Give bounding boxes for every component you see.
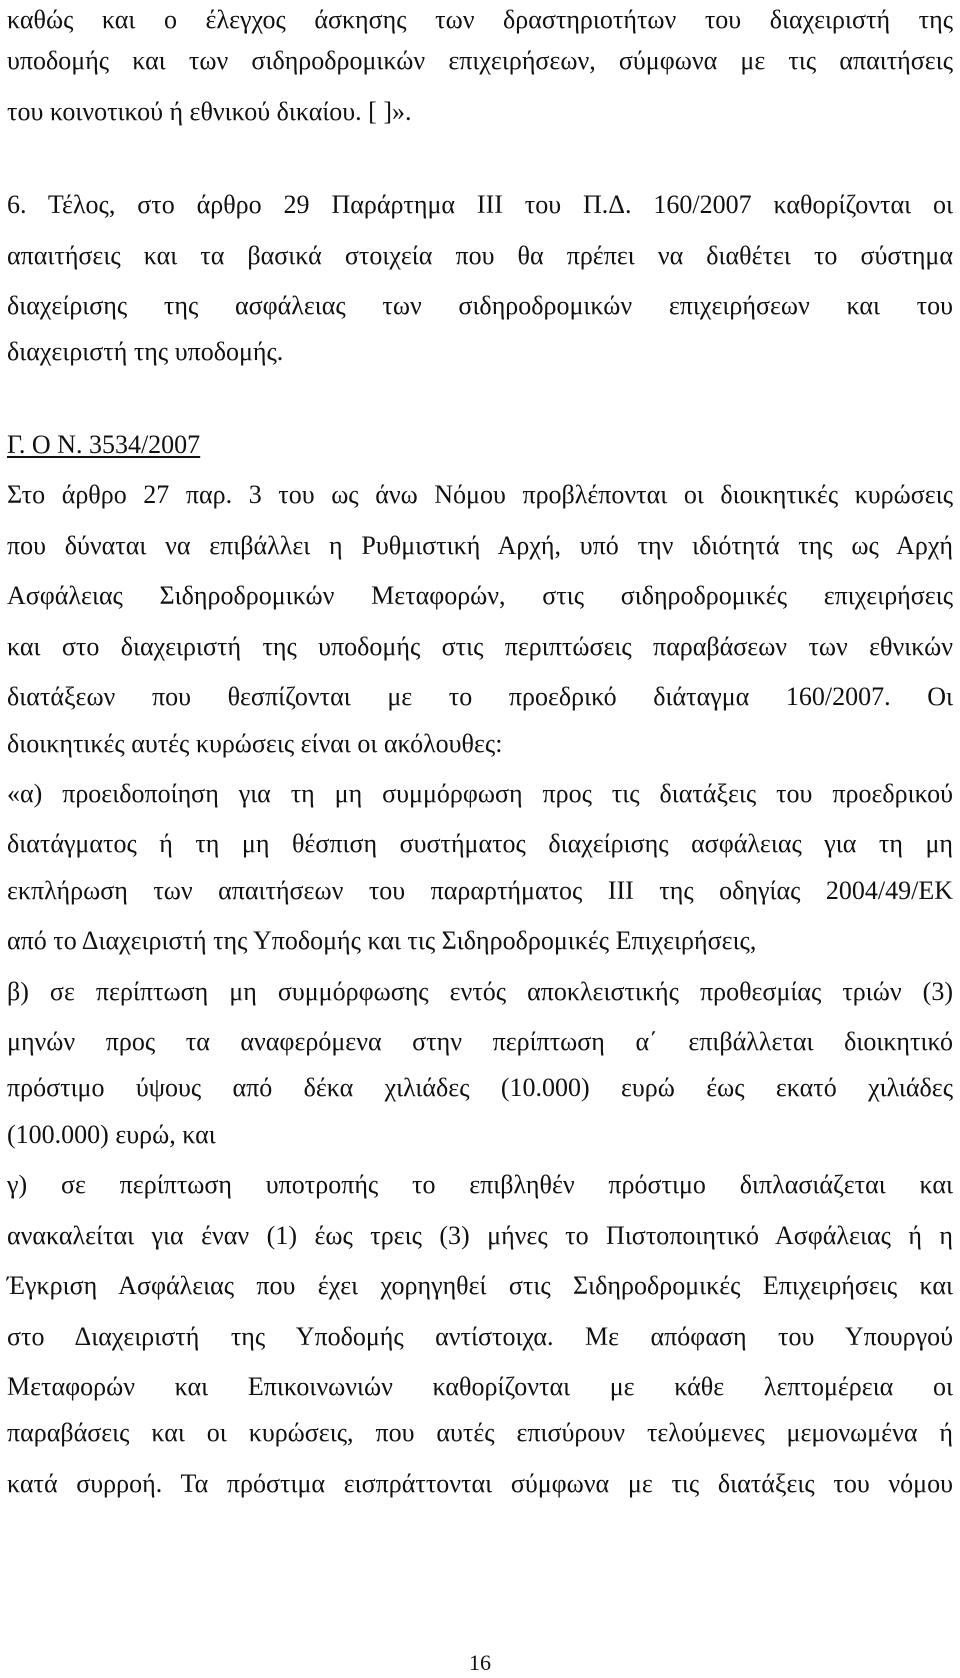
- text-line: β) σε περίπτωση μη συμμόρφωσης εντός αποκλειστικής προθεσμίας τριών (3): [7, 977, 953, 1006]
- text-line: Ασφάλειας Σιδηροδρομικών Μεταφορών, στις σιδηροδρομικές επιχειρήσεις: [7, 581, 953, 610]
- text-line: κατά συρροή. Τα πρόστιμα εισπράττονται σύμφωνα με τις διατάξεις του νόμου: [7, 1469, 953, 1498]
- text-line: Έγκριση Ασφάλειας που έχει χορηγηθεί στις Σιδηροδρομικές Επιχειρήσεις και: [7, 1271, 953, 1300]
- text-line: ανακαλείται για έναν (1) έως τρεις (3) μήνες το Πιστοποιητικό Ασφάλειας ή η: [7, 1221, 953, 1250]
- text-line: εκπλήρωση των απαιτήσεων του παραρτήματος ΙΙΙ της οδηγίας 2004/49/ΕΚ: [7, 876, 953, 905]
- text-line: απαιτήσεις και τα βασικά στοιχεία που θα πρέπει να διαθέτει το σύστημα: [7, 241, 953, 270]
- text-line: Στο άρθρο 27 παρ. 3 του ως άνω Νόμου προβλέπονται οι διοικητικές κυρώσεις: [7, 480, 953, 509]
- text-line: καθώς και ο έλεγχος άσκησης των δραστηριοτήτων του διαχειριστή της: [7, 5, 953, 34]
- text-line: του κοινοτικού ή εθνικού δικαίου. [ ]».: [7, 97, 412, 126]
- text-line: πρόστιμο ύψους από δέκα χιλιάδες (10.000) ευρώ έως εκατό χιλιάδες: [7, 1073, 953, 1102]
- text-line: διοικητικές αυτές κυρώσεις είναι οι ακόλουθες:: [7, 729, 503, 758]
- text-line: μηνών προς τα αναφερόμενα στην περίπτωση α΄ επιβάλλεται διοικητικό: [7, 1027, 953, 1056]
- text-line: και στο διαχειριστή της υποδομής στις περιπτώσεις παραβάσεων των εθνικών: [7, 632, 953, 661]
- text-line: υποδομής και των σιδηροδρομικών επιχειρήσεων, σύμφωνα με τις απαιτήσεις: [7, 46, 953, 75]
- text-line: διατάγματος ή τη μη θέσπιση συστήματος διαχείρισης ασφάλειας για τη μη: [7, 829, 953, 858]
- text-line: που δύναται να επιβάλλει η Ρυθμιστική Αρχή, υπό την ιδιότητά της ως Αρχή: [7, 531, 953, 560]
- page-number: 16: [469, 1650, 491, 1675]
- section-heading: Γ. Ο Ν. 3534/2007: [7, 430, 201, 459]
- text-line: διατάξεων που θεσπίζονται με το προεδρικό διάταγμα 160/2007. Οι: [7, 682, 953, 711]
- text-line: από το Διαχειριστή της Υποδομής και τις Σιδηροδρομικές Επιχειρήσεις,: [7, 926, 757, 955]
- text-line: διαχείρισης της ασφάλειας των σιδηροδρομικών επιχειρήσεων και του: [7, 291, 953, 320]
- text-line: στο Διαχειριστή της Υποδομής αντίστοιχα. Με απόφαση του Υπουργού: [7, 1322, 953, 1351]
- text-line: διαχειριστή της υποδομής.: [7, 337, 284, 366]
- text-line: «α) προειδοποίηση για τη μη συμμόρφωση προς τις διατάξεις του προεδρικού: [7, 779, 953, 808]
- text-line: Μεταφορών και Επικοινωνιών καθορίζονται με κάθε λεπτομέρεια οι: [7, 1372, 953, 1401]
- text-line: (100.000) ευρώ, και: [7, 1120, 216, 1149]
- text-line: γ) σε περίπτωση υποτροπής το επιβληθέν πρόστιμο διπλασιάζεται και: [7, 1170, 953, 1199]
- text-line: παραβάσεις και οι κυρώσεις, που αυτές επισύρουν τελούμενες μεμονωμένα ή: [7, 1418, 953, 1447]
- text-line: 6. Τέλος, στο άρθρο 29 Παράρτημα ΙΙΙ του Π.Δ. 160/2007 καθορίζονται οι: [7, 190, 953, 219]
